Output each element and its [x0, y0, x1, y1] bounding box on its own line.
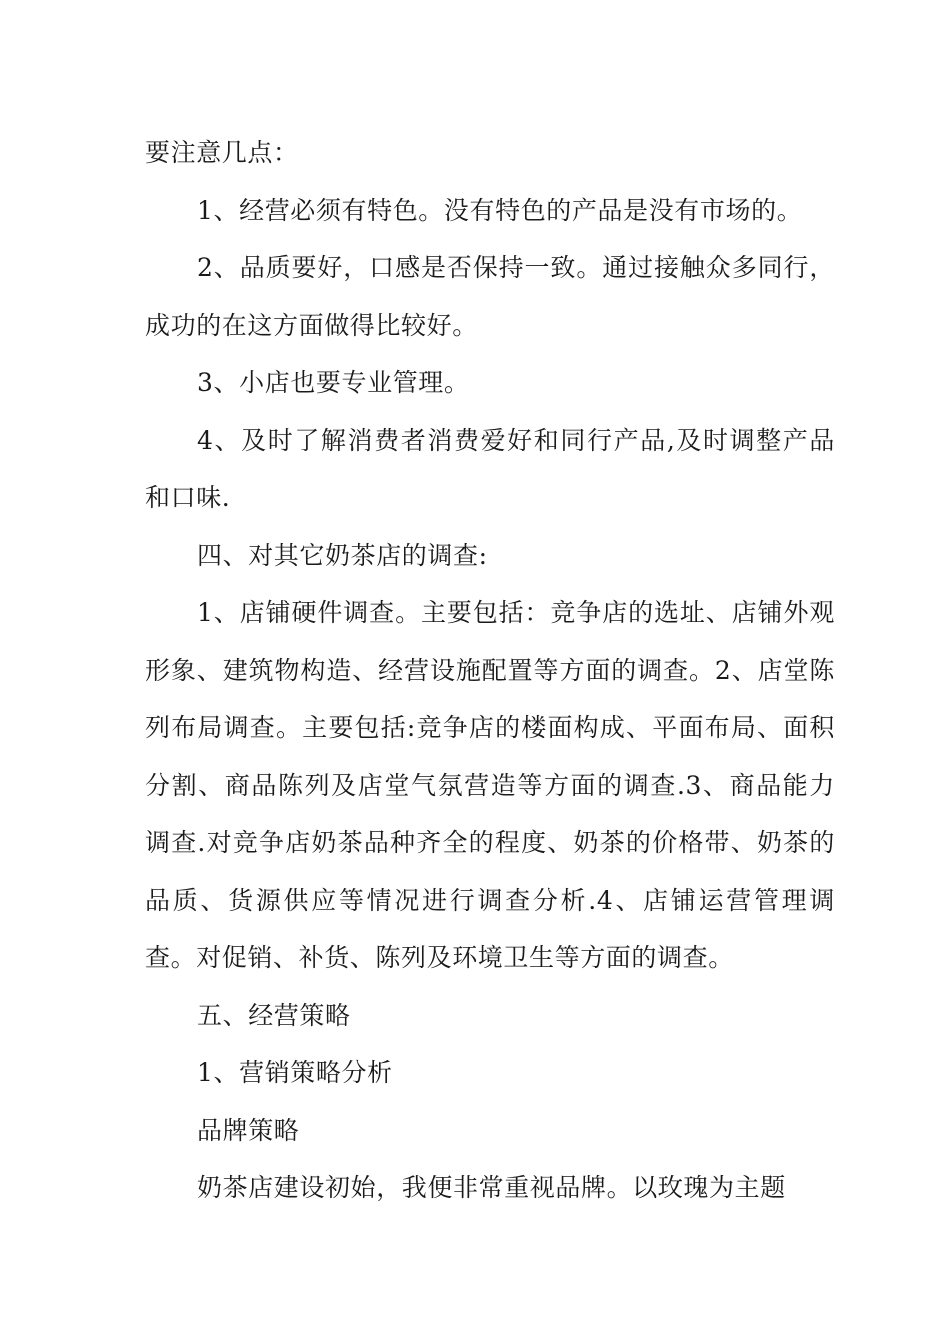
section-heading: 四、对其它奶茶店的调查: [197, 540, 488, 570]
paragraph: 4、及时了解消费者消费爱好和同行产品,及时调整产品和口味. [145, 425, 835, 512]
paragraph: 3、小店也要专业管理。 [197, 368, 470, 397]
paragraph: 1、店铺硬件调查。主要包括：竞争店的选址、店铺外观形象、建筑物构造、经营设施配置等方面的调查。2、店堂陈列布局调查。主要包括:竞争店的楼面构成、平面布局、面积分割、商品陈列及店堂气氛营造等方面的调查.3、商品能力调查.对竞争店奶茶品种齐全的程度、奶茶的价格带、奶茶的品质、货源供应等情况进行调查分析.4、店铺运营管理调查。对促销、补货、陈列及环境卫生等方面的调查。 [145, 598, 835, 972]
subsection-heading: 1、营销策略分析 [197, 1058, 393, 1087]
subsection-heading: 品牌策略 [197, 1115, 300, 1145]
document-body [145, 124, 835, 1217]
paragraph: 要注意几点： [145, 138, 299, 167]
paragraph: 1、经营必须有特色。没有特色的产品是没有市场的。 [197, 195, 803, 225]
paragraph: 奶茶店建设初始，我便非常重视品牌。以玫瑰为主题 [197, 1173, 786, 1202]
section-heading: 五、经营策略 [197, 1000, 351, 1030]
paragraph: 2、品质要好，口感是否保持一致。通过接触众多同行，成功的在这方面做得比较好。 [145, 253, 835, 340]
